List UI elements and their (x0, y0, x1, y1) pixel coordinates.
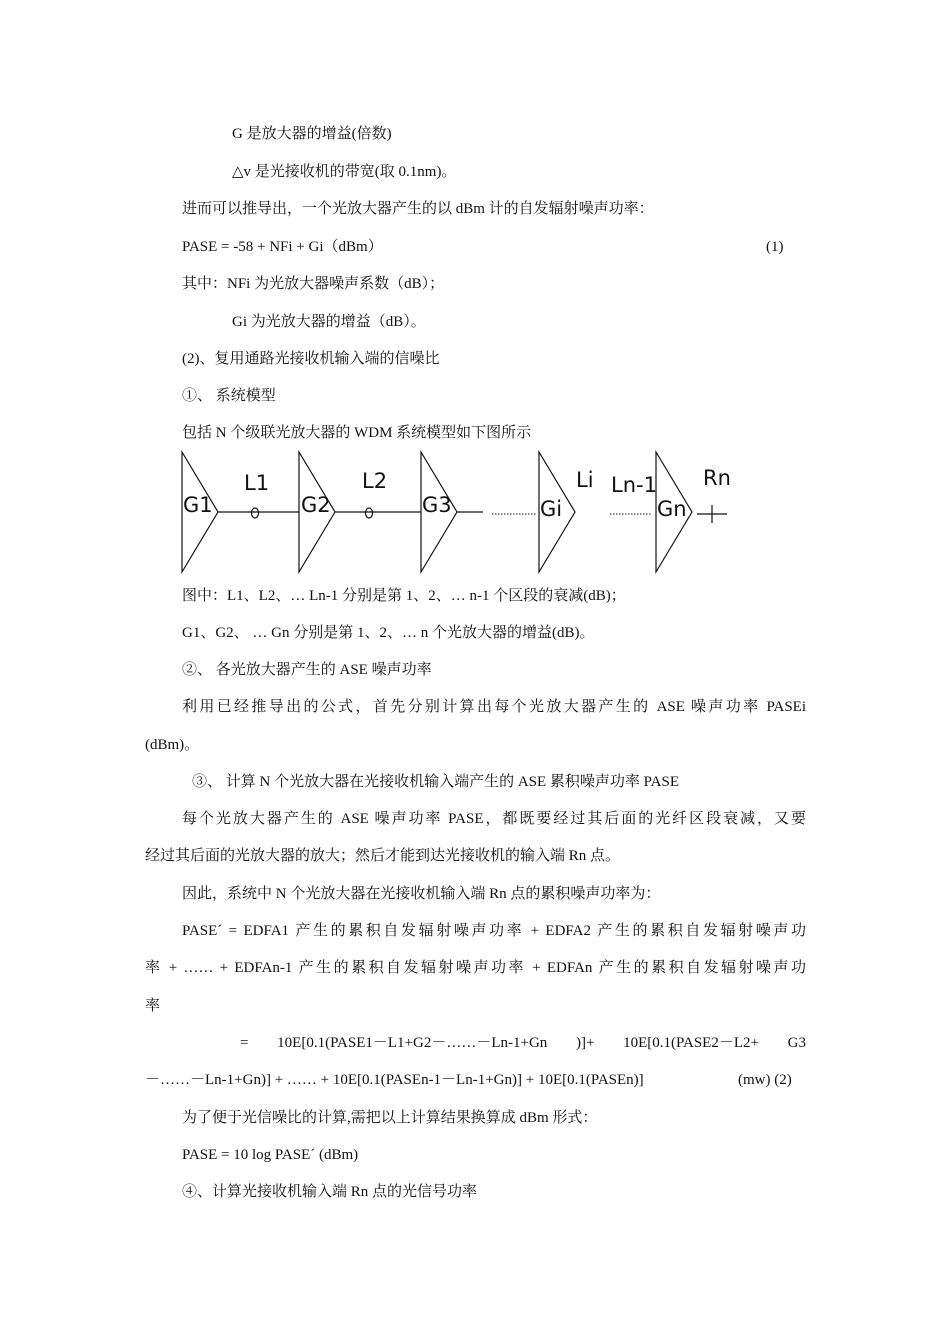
text-line-ase-calc-unit: (dBm)。 (145, 737, 200, 753)
subsection-heading-accumulated-ase: ③、 计算 N 个光放大器在光接收机输入端产生的 ASE 累积噪声功率 PASE (192, 774, 679, 790)
text-line-gi-definition: Gi 为光放大器的增益（dB）。 (232, 314, 426, 330)
receiver-label-rn: Rn (703, 466, 731, 490)
section-heading-snr: (2)、复用通路光接收机输入端的信噪比 (182, 351, 440, 367)
subsection-heading-ase-power: ②、 各光放大器产生的 ASE 噪声功率 (182, 662, 432, 678)
amplifier-label-gn: Gn (657, 497, 687, 521)
text-line-ase-amplification: 经过其后面的光放大器的放大；然后才能到达光接收机的输入端 Rn 点。 (145, 848, 621, 864)
equation-2-expansion-line-2: －……－Ln-1+Gn)] + …… + 10E[0.1(PASEn-1－Ln-1+Gn)] + 10E[0.1(PASEn)] (145, 1072, 644, 1088)
span-label-l2: L2 (362, 469, 388, 493)
text-line-dbm-conversion: 为了便于光信噪比的计算,需把以上计算结果换算成 dBm 形式： (182, 1110, 598, 1126)
text-line-ase-calc: 利用已经推导出的公式，首先分别计算出每个光放大器产生的 ASE 噪声功率 PASEi (182, 699, 806, 715)
attenuator-marker (366, 508, 373, 518)
attenuator-marker (252, 508, 259, 518)
text-line-span-attenuation: 图中：L1、L2、… Ln-1 分别是第 1、2、… n-1 个区段的衰减(dB)； (182, 588, 626, 604)
equation-2-expansion-line-1: = 10E[0.1(PASE1－L1+G2－……－Ln-1+Gn )]+ 10E[0.1(PASE2－L2+ G3 (240, 1035, 806, 1051)
text-line-derivation-intro: 进而可以推导出，一个光放大器产生的以 dBm 计的自发辐射噪声功率： (182, 201, 654, 217)
text-line-amplifier-gains: G1、G2、 … Gn 分别是第 1、2、… n 个光放大器的增益(dB)。 (182, 625, 595, 641)
equation-2-line-2: 率 + …… + EDFAn-1 产生的累积自发辐射噪声功率 + EDFAn 产生的累积自发辐射噪声功 (145, 960, 806, 976)
subsection-heading-system-model: ①、 系统模型 (182, 388, 276, 404)
equation-2-line-1: PASE´ = EDFA1 产生的累积自发辐射噪声功率 + EDFA2 产生的累积自发辐射噪声功 (182, 923, 806, 939)
equation-2-line-3: 率 (145, 998, 161, 1014)
amplifier-label-g2: G2 (301, 493, 331, 517)
equation-1-number: (1) (766, 239, 784, 255)
text-line-diagram-intro: 包括 N 个级联光放大器的 WDM 系统模型如下图所示 (182, 425, 532, 441)
amplifier-label-g3: G3 (422, 493, 452, 517)
amplifier-label-g1: G1 (183, 493, 213, 517)
subsection-heading-signal-power: ④、计算光接收机输入端 Rn 点的光信号功率 (182, 1184, 478, 1200)
text-line-nfi-definition: 其中：NFi 为光放大器噪声系数（dB）； (182, 276, 445, 292)
amplifier-label-gi: Gi (540, 497, 563, 521)
span-label-ln-1: Ln-1 (611, 473, 657, 497)
span-label-li: Li (576, 468, 594, 492)
text-line-ase-attenuation: 每个光放大器产生的 ASE 噪声功率 PASE，都既要经过其后面的光纤区段衰减，又要 (182, 811, 806, 827)
text-line-accumulated-noise-intro: 因此，系统中 N 个光放大器在光接收机输入端 Rn 点的累积噪声功率为： (182, 886, 661, 902)
equation-2-number: (mw) (2) (738, 1072, 792, 1088)
text-line-bandwidth-definition: △v 是光接收机的带宽(取 0.1nm)。 (232, 164, 457, 180)
equation-1: PASE = -58 + NFi + Gi（dBm） (182, 239, 383, 255)
text-line-gain-definition: G 是放大器的增益(倍数) (232, 126, 392, 142)
span-label-l1: L1 (244, 471, 270, 495)
equation-3: PASE = 10 log PASE´ (dBm) (182, 1147, 359, 1163)
